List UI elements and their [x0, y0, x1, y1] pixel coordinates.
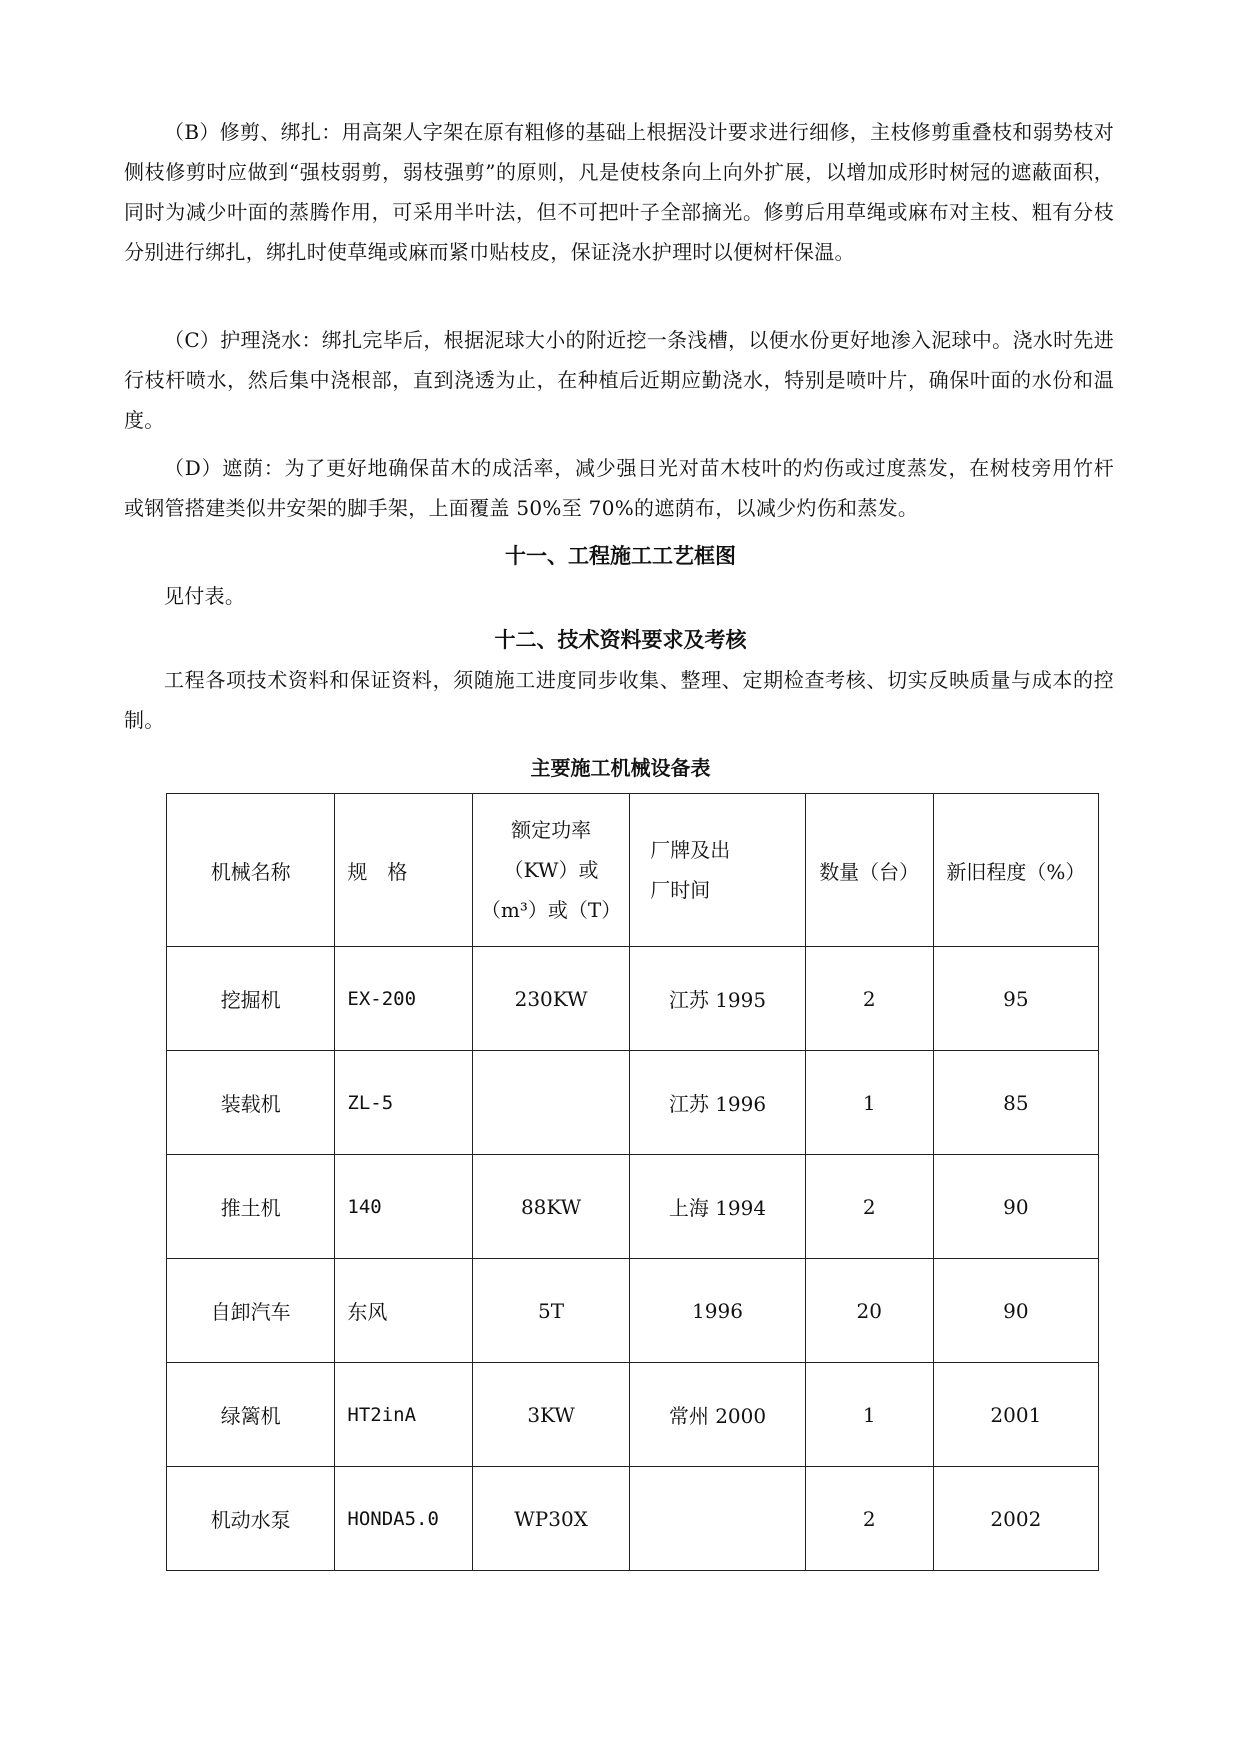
cell-maker	[630, 1467, 805, 1571]
section-heading-12: 十二、技术资料要求及考核	[494, 628, 747, 652]
cell-spec: EX-200	[335, 947, 473, 1051]
table-row	[167, 1155, 1099, 1259]
cell-spec: ZL-5	[335, 1051, 473, 1155]
header-rated-power-line2: （KW）或	[503, 858, 599, 882]
paragraph-tech-docs: 工程各项技术资料和保证资料，须随施工进度同步收集、整理、定期检查考核、切实反映质量与成本的控制。	[124, 668, 1114, 732]
cell-machine-name: 自卸汽车	[167, 1259, 335, 1363]
table-row	[167, 1363, 1099, 1467]
paragraph-see-table: 见付表。	[164, 584, 246, 608]
cell-quantity: 2	[805, 1467, 933, 1571]
header-rated-power-line3: （m³）或（T）	[480, 898, 622, 922]
header-quantity: 数量（台）	[805, 794, 933, 947]
header-maker-line2: 厂时间	[650, 878, 711, 902]
table-row	[167, 947, 1099, 1051]
cell-machine-name: 挖掘机	[167, 947, 335, 1051]
cell-quantity: 2	[805, 947, 933, 1051]
cell-spec: 东风	[335, 1259, 473, 1363]
cell-condition: 90	[933, 1259, 1098, 1363]
cell-maker: 江苏 1995	[630, 947, 805, 1051]
header-rated-power-line1: 额定功率	[511, 818, 592, 842]
cell-spec: 140	[335, 1155, 473, 1259]
cell-condition: 90	[933, 1155, 1098, 1259]
table-row	[167, 1259, 1099, 1363]
cell-power: 230KW	[472, 947, 629, 1051]
cell-quantity: 1	[805, 1051, 933, 1155]
header-machine-name: 机械名称	[167, 794, 335, 947]
header-rated-power	[472, 794, 629, 947]
cell-machine-name: 装载机	[167, 1051, 335, 1155]
cell-quantity: 2	[805, 1155, 933, 1259]
cell-spec: HONDA5.0	[335, 1467, 473, 1571]
paragraph-shading: （D）遮荫：为了更好地确保苗木的成活率，减少强日光对苗木枝叶的灼伤或过度蒸发，在树枝旁用竹杆或钢管搭建类似井安架的脚手架，上面覆盖 50%至 70%的遮荫布，以减少灼伤和蒸发。	[124, 456, 1114, 520]
cell-power: 88KW	[472, 1155, 629, 1259]
cell-power: 3KW	[472, 1363, 629, 1467]
table-row	[167, 1051, 1099, 1155]
cell-power: WP30X	[472, 1467, 629, 1571]
cell-power: 5T	[472, 1259, 629, 1363]
cell-machine-name: 机动水泵	[167, 1467, 335, 1571]
cell-machine-name: 绿篱机	[167, 1363, 335, 1467]
cell-condition: 2002	[933, 1467, 1098, 1571]
cell-quantity: 1	[805, 1363, 933, 1467]
cell-machine-name: 推土机	[167, 1155, 335, 1259]
header-maker-date	[630, 794, 805, 947]
cell-spec: HT2inA	[335, 1363, 473, 1467]
cell-maker: 1996	[630, 1259, 805, 1363]
paragraph-watering: （C）护理浇水：绑扎完毕后，根据泥球大小的附近挖一条浅槽，以便水份更好地渗入泥球中。浇水时先进行枝杆喷水，然后集中浇根部，直到浇透为止，在种植后近期应勤浇水，特别是喷叶片，确保叶面的水份和温度。	[124, 328, 1114, 432]
table-row	[167, 1467, 1099, 1571]
cell-condition: 2001	[933, 1363, 1098, 1467]
equipment-table	[166, 793, 1099, 1571]
cell-maker: 上海 1994	[630, 1155, 805, 1259]
cell-power	[472, 1051, 629, 1155]
paragraph-pruning: （B）修剪、绑扎：用高架人字架在原有粗修的基础上根据没计要求进行细修，主枝修剪重叠枝和弱势枝对侧枝修剪时应做到“强枝弱剪，弱枝强剪”的原则，凡是使枝条向上向外扩展，以增加成形时树冠的遮蔽面积，同时为减少叶面的蒸腾作用，可采用半叶法，但不可把叶子全部摘光。修剪后用草绳或麻布对主枝、粗有分枝分别进行绑扎，绑扎时使草绳或麻而紧巾贴枝皮，保证浇水护理时以便树杆保温。	[124, 120, 1114, 264]
cell-maker: 江苏 1996	[630, 1051, 805, 1155]
section-heading-11: 十一、工程施工工艺框图	[505, 544, 736, 568]
table-header-row	[167, 794, 1099, 947]
cell-condition: 95	[933, 947, 1098, 1051]
header-spec: 规 格	[335, 794, 473, 947]
header-condition: 新旧程度（%）	[933, 794, 1098, 947]
cell-quantity: 20	[805, 1259, 933, 1363]
cell-maker: 常州 2000	[630, 1363, 805, 1467]
table-title: 主要施工机械设备表	[530, 756, 711, 780]
cell-condition: 85	[933, 1051, 1098, 1155]
header-maker-line1: 厂牌及出	[650, 838, 731, 862]
